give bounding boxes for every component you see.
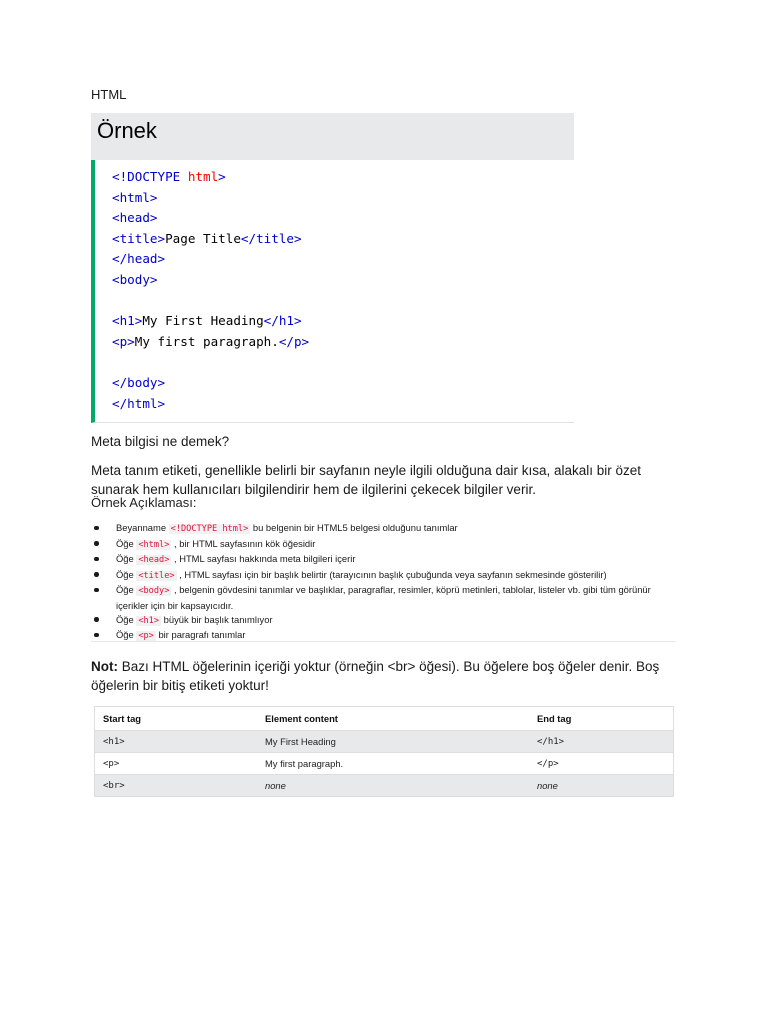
item-text: Öğe: [116, 553, 137, 565]
code-keyword: <h1>: [138, 615, 160, 626]
table-cell: </p>: [529, 753, 674, 775]
item-text: Öğe: [116, 568, 137, 580]
question-heading: Meta bilgisi ne demek?: [91, 434, 230, 449]
explanation-list: [91, 521, 675, 644]
example-box: [91, 113, 574, 423]
table-row: [95, 731, 674, 753]
code-line: [112, 167, 574, 188]
item-text: , HTML sayfası için bir başlık belirtir (tarayıcının başlık çubuğunda veya sayfanın sekmesinde gösterilir): [176, 568, 607, 580]
item-text: , belgenin gövdesini tanımlar ve başlıklar, paragraflar, resimler, köprü metinleri, tablolar, listeler vb. gibi tüm görünür içerikler için bir kapsayıcıdır.: [116, 584, 651, 611]
code-token: html: [187, 169, 219, 184]
code-keyword: <!DOCTYPE html>: [170, 524, 249, 534]
list-item: [91, 568, 675, 584]
code-line: [112, 188, 574, 209]
code-line: [112, 249, 574, 270]
code-keyword: <body>: [138, 586, 170, 597]
table-cell: none: [257, 775, 529, 797]
list-item: [91, 552, 675, 568]
code-token: </head>: [112, 251, 166, 267]
table-cell: </h1>: [529, 731, 674, 753]
elements-table: [94, 706, 674, 797]
code-keyword: <p>: [138, 631, 154, 642]
item-text: büyük bir başlık tanımlıyor: [161, 613, 273, 625]
example-header: Örnek: [91, 113, 574, 160]
code-line-blank: [112, 291, 574, 312]
table-cell: <h1>: [95, 731, 258, 753]
code-token: </body>: [112, 374, 166, 390]
item-text: Öğe: [116, 613, 137, 625]
code-token: <!DOCTYPE: [112, 169, 188, 184]
divider: [91, 641, 675, 642]
code-token: </html>: [112, 395, 166, 411]
item-text: Öğe: [116, 584, 137, 596]
code-token: >: [218, 169, 226, 184]
code-token: </p>: [278, 333, 310, 349]
item-text: Beyanname: [116, 522, 169, 533]
list-item: [91, 613, 675, 629]
code-block: [91, 160, 574, 423]
item-text: Öğe: [116, 629, 137, 641]
item-text: Öğe: [116, 537, 137, 549]
meta-paragraph: Meta tanım etiketi, genellikle belirli bir sayfanın neyle ilgili olduğuna dair kısa, alakalı bir özet sunarak hem kullanıcıları bilgilendirir hem de ilgilerini çekecek bilgiler verir.: [91, 463, 642, 497]
code-keyword: <title>: [138, 570, 175, 581]
item-text: bu belgenin bir HTML5 belgesi olduğunu tanımlar: [250, 522, 458, 533]
list-item: [91, 521, 675, 537]
column-header: Start tag: [95, 707, 258, 731]
code-token: </h1>: [263, 313, 302, 329]
table-row: [95, 753, 674, 775]
code-line: [112, 270, 574, 291]
code-line: [112, 373, 574, 394]
code-token: <body>: [112, 271, 158, 287]
list-item: [91, 583, 675, 612]
note-paragraph: [91, 658, 681, 695]
column-header: End tag: [529, 707, 674, 731]
code-token: <title>: [112, 230, 166, 246]
explanation-title: Örnek Açıklaması:: [91, 495, 197, 510]
code-line: [112, 332, 574, 353]
code-keyword: <html>: [138, 539, 170, 550]
table-cell: <p>: [95, 753, 258, 775]
table-row: [95, 775, 674, 797]
item-text: bir paragrafı tanımlar: [155, 629, 246, 641]
code-keyword: <head>: [138, 555, 170, 566]
item-text: , bir HTML sayfasının kök öğesidir: [171, 537, 316, 549]
explanation-section: [91, 495, 675, 642]
item-text: , HTML sayfası hakkında meta bilgileri içerir: [171, 553, 356, 565]
code-token: My First Heading: [142, 313, 264, 329]
code-token: <html>: [112, 189, 158, 205]
column-header: Element content: [257, 707, 529, 731]
code-token: Page Title: [165, 230, 241, 246]
table-cell: My First Heading: [257, 731, 529, 753]
table-cell: none: [529, 775, 674, 797]
note-label: Not:: [91, 659, 118, 674]
table-cell: <br>: [95, 775, 258, 797]
table-cell: My first paragraph.: [257, 753, 529, 775]
code-line-blank: [112, 352, 574, 373]
code-token: <head>: [112, 210, 158, 226]
code-line: [112, 208, 574, 229]
list-item: [91, 537, 675, 553]
code-token: <h1>: [112, 313, 143, 329]
note-text: Bazı HTML öğelerinin içeriği yoktur (örneğin <br> öğesi). Bu öğelere boş öğeler denir. Boş öğelerin bir bitiş etiketi yoktur!: [91, 659, 660, 693]
code-line: [112, 311, 574, 332]
code-token: </title>: [240, 230, 302, 246]
code-token: <p>: [112, 333, 135, 349]
table-header-row: [95, 707, 674, 731]
code-line: [112, 229, 574, 250]
code-line: [112, 394, 574, 415]
document-title: HTML: [91, 87, 127, 102]
code-token: My first paragraph.: [134, 333, 279, 349]
